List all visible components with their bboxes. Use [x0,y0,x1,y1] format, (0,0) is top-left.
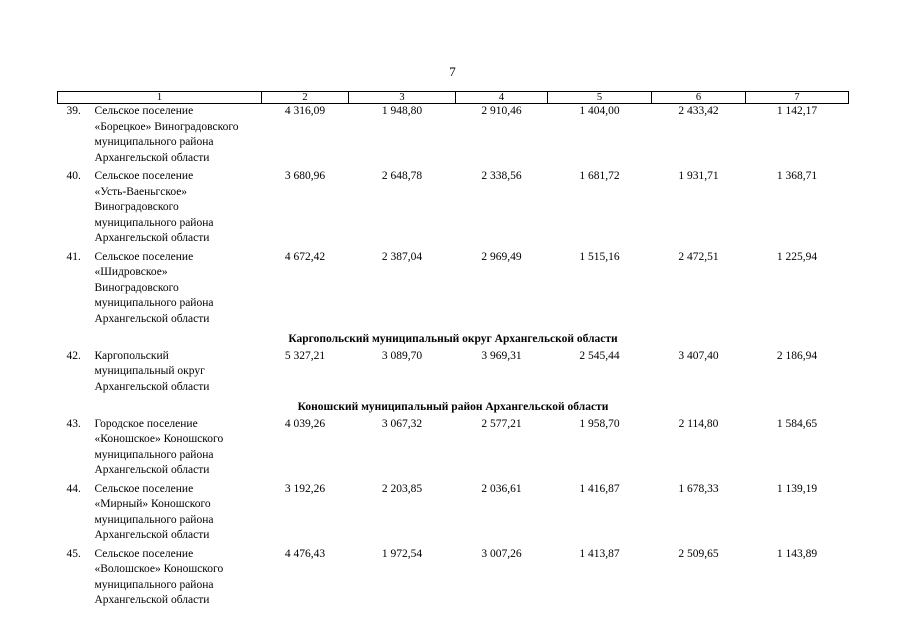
column-header: 4 [456,92,548,104]
value-cell: 1 972,54 [381,547,423,560]
row-number: 45. [66,547,81,560]
row-number: 43. [66,417,81,430]
section-header-row [58,398,849,417]
value-cell: 3 407,40 [678,349,719,362]
value-cell: 2 186,94 [776,349,818,362]
column-header: 1 [58,92,262,104]
value-cell: 2 203,85 [381,482,423,495]
value-cell: 2 114,80 [678,417,719,430]
table-row [58,169,849,250]
value-cell: 3 969,31 [481,349,522,362]
value-cell: 2 433,42 [678,105,719,117]
value-cell: 3 089,70 [381,349,423,362]
row-number: 40. [66,170,81,182]
value-cell: 3 067,32 [381,417,423,430]
table-row [58,250,849,331]
section-title: Коношский муниципальный район Архангельской области [297,401,609,413]
row-number: 44. [66,482,81,495]
value-cell: 4 039,26 [284,417,326,430]
column-header: 2 [262,92,349,104]
value-cell: 1 931,71 [678,170,719,182]
section-title: Каргопольский муниципальный округ Архангельской области [288,333,618,345]
settlement-name-cell [58,169,262,250]
value-cell: 2 910,46 [481,105,522,117]
value-cell: 2 969,49 [481,250,522,263]
value-cell: 1 413,87 [579,547,620,560]
value-cell: 1 368,71 [776,170,818,182]
settlement-name-cell [58,250,262,331]
value-cell: 1 404,00 [579,105,620,117]
value-cell: 2 648,78 [381,170,423,182]
value-cell: 1 139,19 [776,482,818,495]
value-cell: 4 476,43 [284,547,326,560]
column-header: 3 [349,92,456,104]
column-header: 5 [548,92,652,104]
table-header-row [58,92,849,104]
settlement-name: Каргопольский муниципальный округ Архангельской области [94,349,210,393]
settlement-name: Сельское поселение «Волошское» Коношского муниципального района Архангельской области [94,547,224,606]
row-number: 42. [66,349,81,362]
settlement-name-cell [58,104,262,170]
value-cell: 2 036,61 [481,482,522,495]
table-row [58,547,849,612]
table-row [58,417,849,482]
value-cell: 1 515,16 [579,250,620,263]
value-cell: 1 948,80 [381,105,423,117]
settlement-name-cell [58,349,262,399]
settlement-name: Сельское поселение «Усть-Ваеньгское» Виноградовского муниципального района Архангельской области [94,170,214,244]
settlement-name: Сельское поселение «Мирный» Коношского муниципального района Архангельской области [94,482,214,541]
settlement-name: Городское поселение «Коношское» Коношского муниципального района Архангельской области [94,417,224,476]
value-cell: 1 225,94 [776,250,818,263]
settlement-name-cell [58,482,262,547]
value-cell: 1 143,89 [776,547,818,560]
settlement-name-cell [58,417,262,482]
row-number: 39. [66,105,81,117]
value-cell: 2 338,56 [481,170,522,182]
value-cell: 1 681,72 [579,170,620,182]
value-cell: 3 007,26 [481,547,522,560]
settlement-name: Сельское поселение «Шидровское» Виноградовского муниципального района Архангельской области [94,250,214,325]
value-cell: 2 509,65 [678,547,719,560]
value-cell: 1 584,65 [776,417,818,430]
value-cell: 1 958,70 [579,417,620,430]
table-row [58,104,849,170]
value-cell: 1 678,33 [678,482,719,495]
value-cell: 3 192,26 [284,482,326,495]
value-cell: 1 142,17 [776,105,818,117]
data-table [57,91,849,612]
value-cell: 2 577,21 [481,417,522,430]
value-cell: 2 545,44 [579,349,620,362]
value-cell: 4 316,09 [284,105,326,117]
value-cell: 1 416,87 [579,482,620,495]
section-header-row [58,330,849,349]
row-number: 41. [66,250,81,263]
table-row [58,482,849,547]
page-number: 7 [449,64,456,79]
column-header: 6 [652,92,746,104]
value-cell: 2 387,04 [381,250,423,263]
value-cell: 2 472,51 [678,250,719,263]
settlement-name: Сельское поселение «Борецкое» Виноградовского муниципального района Архангельской области [94,105,239,164]
value-cell: 4 672,42 [284,250,326,263]
value-cell: 3 680,96 [284,170,326,182]
settlement-name-cell [58,547,262,612]
value-cell: 5 327,21 [284,349,326,362]
table-row [58,349,849,399]
column-header: 7 [746,92,849,104]
